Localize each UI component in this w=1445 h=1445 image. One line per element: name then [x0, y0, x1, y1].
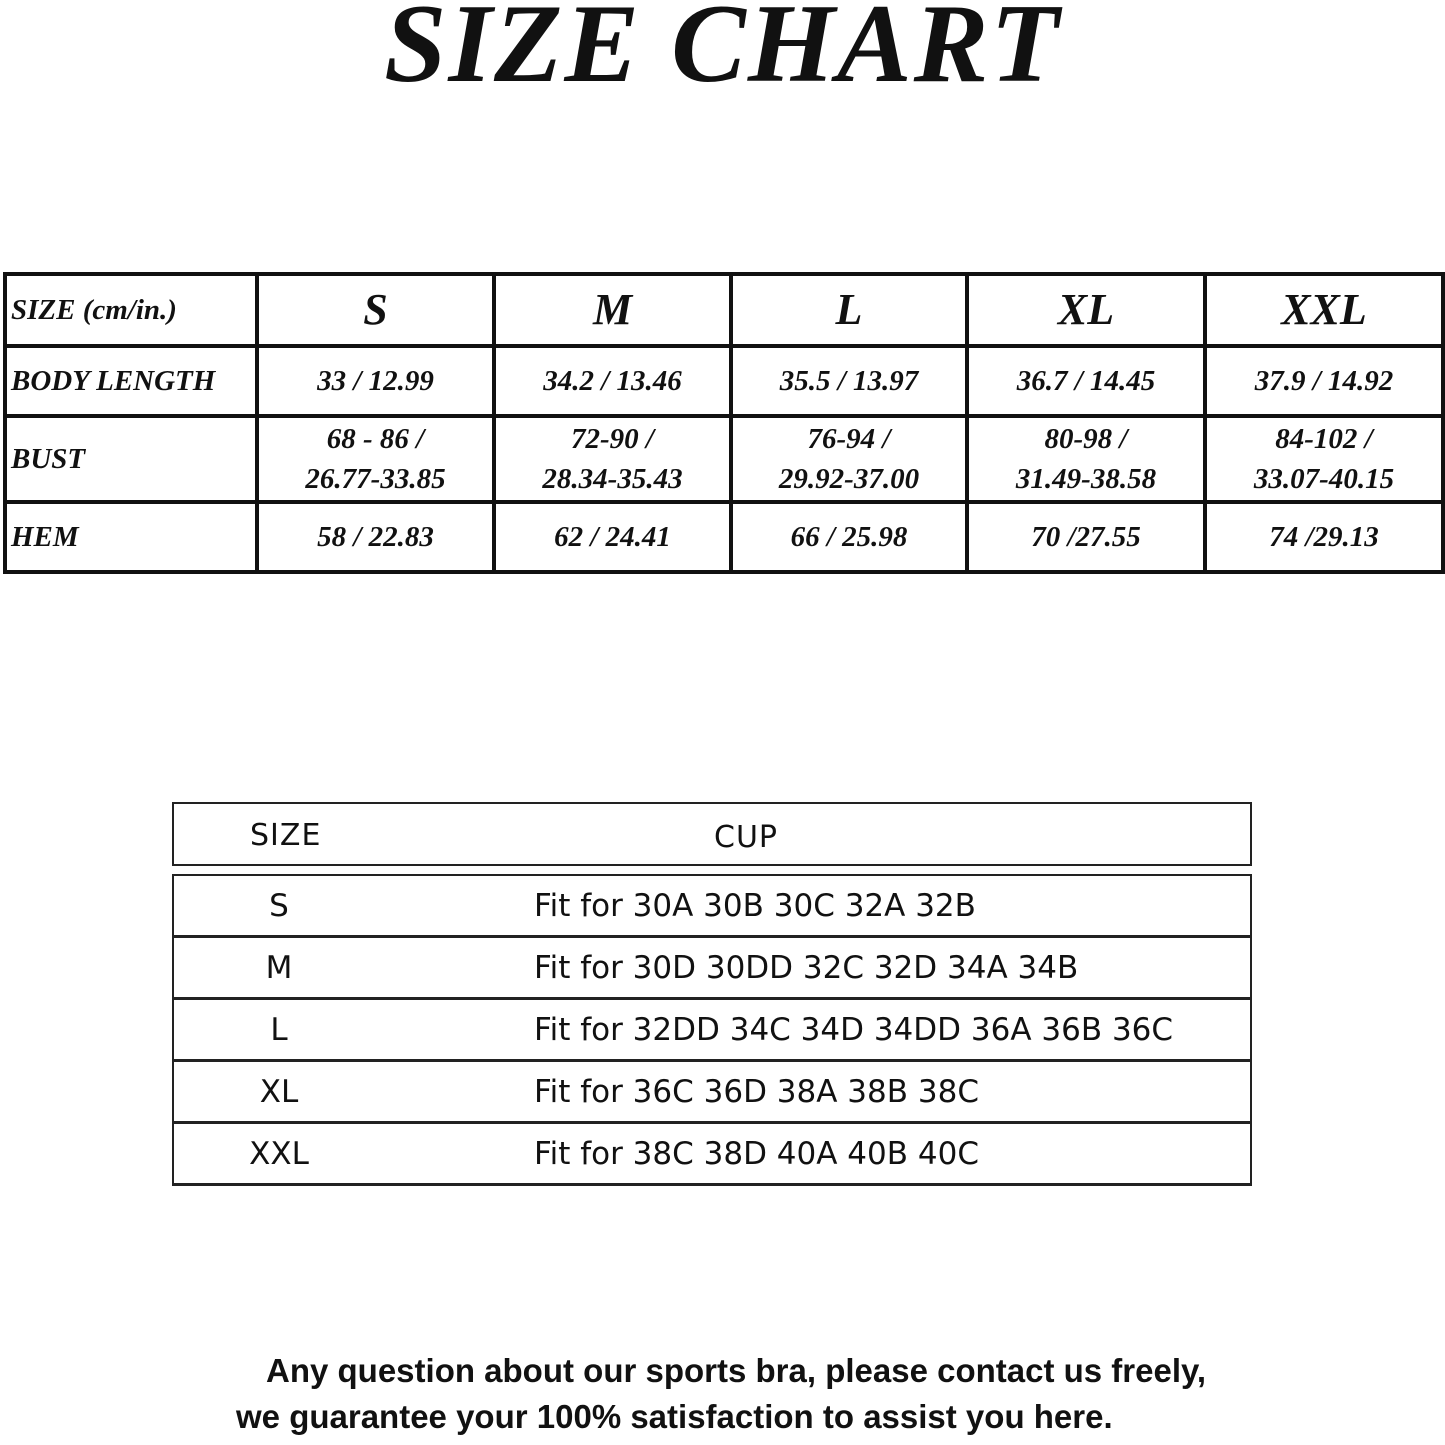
cup-row-s — [174, 876, 1250, 938]
bust-s — [257, 416, 494, 502]
hem-l: 66 / 25.98 — [731, 502, 967, 572]
hem-s: 58 / 22.83 — [257, 502, 494, 572]
bust-m — [494, 416, 731, 502]
bust-xxl — [1205, 416, 1443, 502]
cup-row-size: XXL — [249, 1136, 309, 1172]
bust-m-cm: 72-90 / — [571, 423, 654, 455]
body-length-s: 33 / 12.99 — [257, 346, 494, 416]
footer-note-line1: Any question about our sports bra, please contact us freely, — [266, 1352, 1207, 1389]
hem-xxl: 74 /29.13 — [1205, 502, 1443, 572]
bust-s-in: 26.77-33.85 — [305, 463, 446, 495]
bust-row — [5, 416, 1443, 502]
hem-label: HEM — [5, 502, 257, 572]
page-title: SIZE CHART — [384, 0, 1061, 106]
cup-row-size: L — [270, 1012, 288, 1048]
size-header-xxl: XXL — [1205, 274, 1443, 346]
cup-row-fit: Fit for 36C 36D 38A 38B 38C — [534, 1074, 979, 1110]
body-length-xxl: 37.9 / 14.92 — [1205, 346, 1443, 416]
size-unit-header: SIZE (cm/in.) — [5, 274, 257, 346]
footer-note-line2: we guarantee your 100% satisfaction to assist you here. — [236, 1398, 1113, 1435]
cup-row-size: S — [269, 888, 289, 924]
bust-xl-cm: 80-98 / — [1044, 423, 1128, 455]
cup-row-xxl — [174, 1124, 1250, 1186]
cup-header: CUP — [714, 820, 778, 855]
cup-row-fit: Fit for 30D 30DD 32C 32D 34A 34B — [534, 950, 1079, 986]
cup-row-xl — [174, 1062, 1250, 1124]
bust-l-cm: 76-94 / — [807, 423, 891, 455]
cup-row-size: XL — [259, 1074, 299, 1110]
bust-xxl-in: 33.07-40.15 — [1253, 463, 1395, 495]
cup-row-fit: Fit for 30A 30B 30C 32A 32B — [534, 888, 976, 924]
cup-table-body — [172, 874, 1252, 1186]
measurement-header-row — [5, 274, 1443, 346]
bust-label: BUST — [5, 416, 257, 502]
body-length-label: BODY LENGTH — [5, 346, 257, 416]
bust-s-cm: 68 - 86 / — [326, 423, 425, 455]
body-length-m: 34.2 / 13.46 — [494, 346, 731, 416]
cup-table-header — [172, 802, 1252, 866]
cup-row-m — [174, 938, 1250, 1000]
cup-size-header: SIZE — [250, 818, 322, 853]
cup-table — [172, 802, 1252, 1186]
cup-row-l — [174, 1000, 1250, 1062]
hem-xl: 70 /27.55 — [967, 502, 1205, 572]
bust-m-in: 28.34-35.43 — [542, 463, 683, 495]
size-header-m: M — [494, 274, 731, 346]
hem-row — [5, 502, 1443, 572]
bust-xxl-cm: 84-102 / — [1275, 423, 1373, 455]
hem-m: 62 / 24.41 — [494, 502, 731, 572]
size-header-s: S — [257, 274, 494, 346]
bust-xl-in: 31.49-38.58 — [1015, 463, 1157, 495]
cup-row-size: M — [265, 950, 293, 986]
bust-l-in: 29.92-37.00 — [778, 463, 920, 495]
size-header-l: L — [731, 274, 967, 346]
body-length-row — [5, 346, 1443, 416]
body-length-xl: 36.7 / 14.45 — [967, 346, 1205, 416]
measurement-table — [3, 272, 1445, 574]
bust-l — [731, 416, 967, 502]
body-length-l: 35.5 / 13.97 — [731, 346, 967, 416]
cup-row-fit: Fit for 38C 38D 40A 40B 40C — [534, 1136, 979, 1172]
size-header-xl: XL — [967, 274, 1205, 346]
bust-xl — [967, 416, 1205, 502]
cup-row-fit: Fit for 32DD 34C 34D 34DD 36A 36B 36C — [534, 1012, 1174, 1048]
